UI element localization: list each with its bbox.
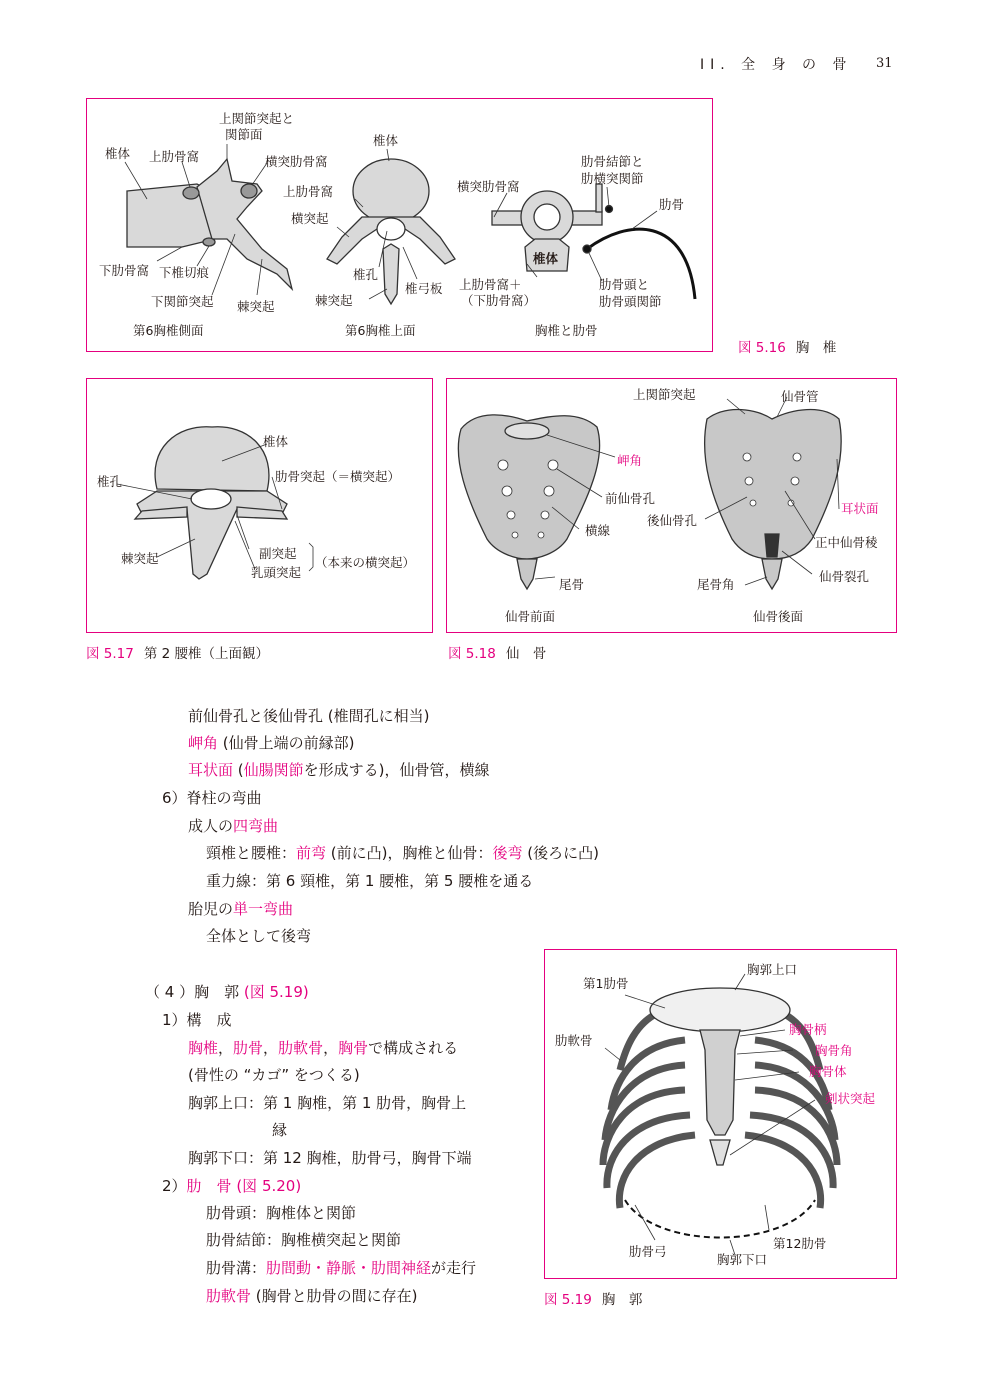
text: (後ろに凸) — [522, 844, 600, 862]
label-rib-inf-costal: （下肋骨窩） — [461, 293, 537, 308]
text-line: 重力線：第 6 頸椎，第 1 腰椎，第 5 腰椎を通る — [206, 872, 534, 890]
rib-joint-leaders — [494, 187, 657, 281]
title-sacrum-back: 仙骨後面 — [753, 609, 804, 624]
label-lumbar-accessory: 副突起 — [259, 546, 297, 561]
label-sacrum-coccyx: 尾骨 — [559, 577, 585, 592]
text-line: 肋骨頭：胸椎体と関節 — [206, 1204, 357, 1222]
term: 肋骨 — [233, 1039, 264, 1057]
label-sacrum-sup-art: 上関節突起 — [633, 387, 696, 402]
label-side-sup-art: 上関節突起と — [219, 111, 295, 126]
label-sacrum-post-foramen: 後仙骨孔 — [647, 513, 698, 528]
label-thorax-body: 胸骨体 — [809, 1064, 847, 1079]
text: (前に凸)，胸椎と仙骨： — [326, 844, 493, 862]
label-rib-head-2: 肋骨頭関節 — [599, 294, 662, 309]
label-thorax-lower: 胸郭下口 — [717, 1252, 768, 1267]
sacrum-drawings — [447, 379, 896, 632]
text-line: 肋骨結節：胸椎横突起と関節 — [206, 1231, 402, 1249]
label-lumbar-original: （本来の横突起） — [315, 555, 416, 570]
text: ， — [323, 1039, 339, 1057]
side-view-drawing — [127, 159, 292, 289]
text-line: 縁 — [272, 1121, 288, 1139]
page-number: 31 — [876, 56, 893, 71]
running-header: II. 全 身 の 骨 — [700, 57, 853, 73]
term: 単一弯曲 — [233, 900, 294, 918]
lumbar-vertebra-drawing — [87, 379, 432, 632]
label-rib-sup-costal: 上肋骨窩＋ — [459, 277, 522, 292]
text-line — [188, 899, 293, 919]
label-top-trans: 横突起 — [291, 211, 329, 226]
caption-number: 図 5.19 — [544, 1292, 592, 1308]
term: 肋 骨 — [186, 1177, 232, 1195]
text: (仙骨上端の前縁部) — [218, 734, 355, 752]
label-rib-costotrans-2: 肋横突関節 — [581, 171, 644, 186]
text: ， — [218, 1039, 234, 1057]
label-top-foramen: 椎孔 — [353, 267, 379, 282]
text: ， — [263, 1039, 279, 1057]
label-sacrum-hiatus: 仙骨裂孔 — [819, 569, 870, 584]
subsection-heading — [162, 1176, 301, 1196]
label-rib-trans-costal: 横突肋骨窩 — [457, 179, 520, 194]
text-line — [206, 843, 599, 863]
term: 肋軟骨 — [278, 1039, 324, 1057]
label-thorax-rib1: 第1肋骨 — [583, 976, 629, 991]
label-lumbar-foramen: 椎孔 — [97, 474, 123, 489]
label-thorax-rib12: 第12肋骨 — [773, 1236, 827, 1251]
label-top-spinous: 棘突起 — [315, 293, 353, 308]
label-rib-head: 肋骨頭と — [599, 277, 650, 292]
text-line — [188, 760, 490, 780]
term: 胸骨 — [338, 1039, 369, 1057]
caption-number: 図 5.16 — [738, 340, 786, 356]
figure-5-19 — [544, 949, 897, 1279]
label-sacrum-canal: 仙骨管 — [781, 389, 819, 404]
term: 肋軟骨 — [206, 1287, 252, 1305]
sacrum-back-drawing — [705, 410, 842, 589]
subsection-heading: 6）脊柱の弯曲 — [162, 789, 262, 807]
caption-number: 図 5.17 — [86, 646, 134, 662]
term: 胸椎 — [188, 1039, 219, 1057]
caption-fig-5-17 — [86, 642, 269, 662]
label-top-sup-costal: 上肋骨窩 — [283, 184, 334, 199]
label-thorax-angle: 胸骨角 — [815, 1043, 853, 1058]
caption-fig-5-16 — [738, 336, 836, 356]
label-side-inf-costal: 下肋骨窩 — [99, 263, 150, 278]
figure-5-18 — [446, 378, 897, 633]
term: 仙腸関節 — [243, 761, 304, 779]
figure-5-16 — [86, 98, 713, 352]
figure-ref: (図 5.20) — [231, 1177, 302, 1195]
text: (胸骨と肋骨の間に存在) — [251, 1287, 418, 1305]
text: 頸椎と腰椎： — [206, 844, 297, 862]
term: 後弯 — [492, 844, 523, 862]
text-line: 胸郭上口：第 1 胸椎，第 1 肋骨，胸骨上 — [188, 1094, 467, 1112]
title-rib-view: 胸椎と肋骨 — [535, 323, 598, 338]
caption-title: 胸 郭 — [601, 1292, 643, 1308]
caption-title: 第 2 腰椎（上面観） — [143, 646, 270, 662]
text-line — [188, 733, 355, 753]
label-rib-costotrans: 肋骨結節と — [581, 154, 644, 169]
figure-5-17 — [86, 378, 433, 633]
title-side-view: 第6胸椎側面 — [133, 323, 204, 338]
label-thorax-upper: 胸郭上口 — [747, 962, 798, 977]
term: 四弯曲 — [233, 817, 279, 835]
label-rib: 肋骨 — [659, 197, 685, 212]
label-side-inf-notch: 下椎切痕 — [159, 265, 210, 280]
caption-fig-5-19 — [544, 1288, 642, 1308]
label-thorax-cartilage: 肋軟骨 — [555, 1033, 593, 1048]
text: 肋骨溝： — [206, 1259, 267, 1277]
text-line: 前仙骨孔と後仙骨孔 (椎間孔に相当) — [188, 707, 430, 725]
label-sacrum-auricular: 耳状面 — [841, 501, 879, 516]
label-lumbar-spinous: 棘突起 — [121, 551, 159, 566]
caption-fig-5-18 — [448, 642, 546, 662]
label-sacrum-trans-line: 横線 — [585, 523, 611, 538]
label-side-spinous: 棘突起 — [237, 299, 275, 314]
figure-ref: (図 5.19) — [239, 983, 309, 1001]
label-rib-body: 椎体 — [533, 251, 559, 266]
sacrum-front-drawing — [458, 415, 599, 589]
text: で構成される — [368, 1039, 459, 1057]
label-lumbar-mammillary: 乳頭突起 — [251, 565, 302, 580]
thoracic-vertebra-drawings — [87, 99, 712, 351]
label-top-body: 椎体 — [373, 133, 399, 148]
term: 前弯 — [296, 844, 327, 862]
text-line — [206, 1286, 418, 1306]
text: 胎児の — [188, 900, 234, 918]
label-side-body: 椎体 — [105, 146, 131, 161]
subsection-heading: 1）構 成 — [162, 1011, 232, 1029]
title-top-view: 第6胸椎上面 — [345, 323, 416, 338]
text-line: 全体として後弯 — [206, 927, 312, 945]
label-sacrum-promontory: 岬角 — [617, 453, 643, 468]
title-sacrum-front: 仙骨前面 — [505, 609, 556, 624]
text-line: (骨性の “カゴ” をつくる) — [188, 1066, 360, 1084]
text: （ 4 ）胸 郭 — [145, 983, 240, 1001]
text: を形成する)，仙骨管，横線 — [303, 761, 490, 779]
label-side-inf-art: 下関節突起 — [151, 294, 214, 309]
term: 肋間動・静脈・肋間神経 — [266, 1259, 432, 1277]
text: が走行 — [431, 1259, 477, 1277]
text: 2） — [162, 1177, 187, 1195]
label-side-sup-art-2: 関節面 — [225, 127, 263, 142]
term: 耳状面 — [188, 761, 234, 779]
label-side-sup-costal: 上肋骨窩 — [149, 149, 200, 164]
text-line — [206, 1258, 476, 1278]
text-line — [188, 816, 278, 836]
label-sacrum-coccyx-horn: 尾骨角 — [697, 577, 735, 592]
caption-number: 図 5.18 — [448, 646, 496, 662]
label-thorax-manubrium: 胸骨柄 — [789, 1022, 827, 1037]
label-side-trans-costal: 横突肋骨窩 — [265, 154, 328, 169]
section-heading — [145, 982, 309, 1002]
thorax-lower-aperture — [625, 1200, 815, 1238]
label-sacrum-median-crest: 正中仙骨稜 — [815, 535, 878, 550]
label-thorax-arch: 肋骨弓 — [629, 1244, 667, 1259]
label-lumbar-body: 椎体 — [263, 434, 289, 449]
text: 成人の — [188, 817, 234, 835]
text: ( — [233, 761, 244, 779]
term: 岬角 — [188, 734, 219, 752]
caption-title: 胸 椎 — [795, 340, 837, 356]
caption-title: 仙 骨 — [505, 646, 547, 662]
label-lumbar-costal: 肋骨突起（＝横突起） — [275, 469, 401, 484]
text-line: 胸郭下口：第 12 胸椎，肋骨弓，胸骨下端 — [188, 1149, 472, 1167]
thorax-drawing — [545, 950, 896, 1278]
label-thorax-xiphoid: 剣状突起 — [825, 1091, 876, 1106]
label-top-lamina: 椎弓板 — [405, 281, 443, 296]
text-line — [188, 1038, 458, 1058]
label-sacrum-ant-foramen: 前仙骨孔 — [605, 491, 656, 506]
